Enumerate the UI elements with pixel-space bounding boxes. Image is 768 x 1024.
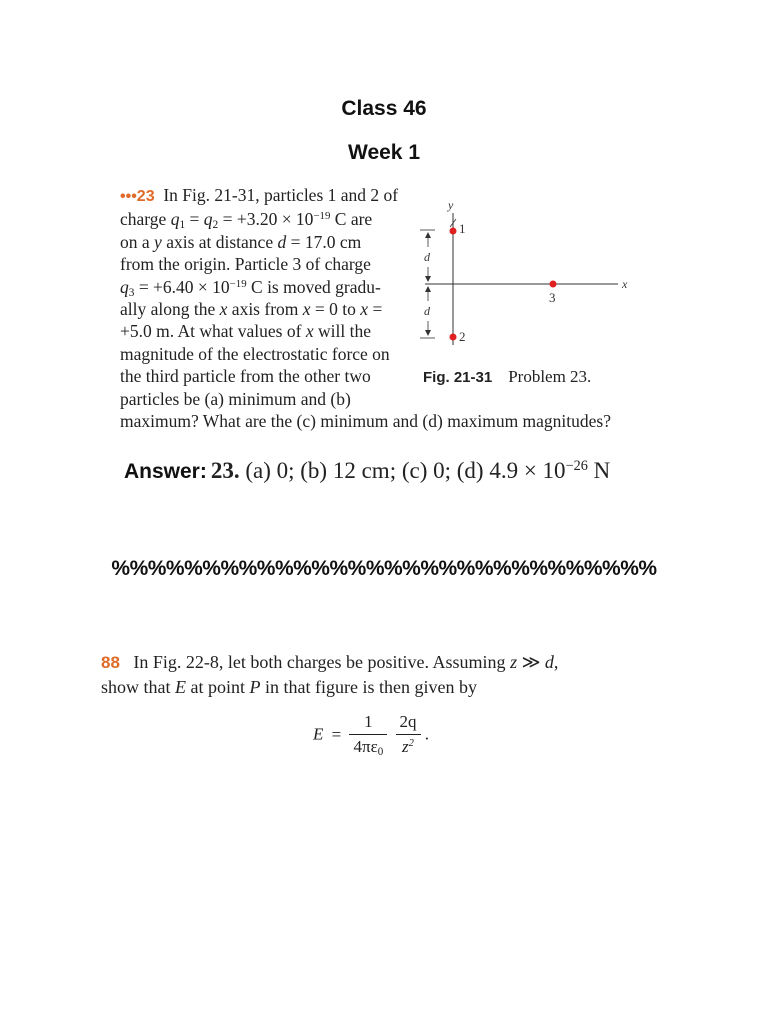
text-run: will the [313,321,371,342]
problem-23-line-10 [120,388,611,410]
text-run: C is moved gradu- [246,276,381,297]
superscript: −19 [229,277,247,290]
den-text: z [402,737,409,756]
text-run: = [185,209,204,230]
distance-label-lower: d [424,304,430,318]
distance-label-upper: d [424,250,430,264]
caption-label: Fig. 21-31 [423,369,493,386]
equation-equals: = [331,724,342,744]
var-d: d [277,231,287,252]
separator-line: %%%%%%%%%%%%%%%%%%%%%%%%%%%%%% [111,557,657,580]
var-d: d [544,652,554,672]
text-run: = 0 to [310,299,361,320]
answer-unit: N [587,458,611,483]
problem-88-line-2 [101,675,558,700]
dim-arrow-up [425,232,431,238]
particle-2-label: 2 [459,329,466,344]
fraction-2 [396,712,421,757]
var-z: z [510,652,518,672]
fraction-2-numerator [396,712,421,734]
fraction-1-denominator [349,734,387,757]
answer-row [124,458,610,484]
problem-23-number: •••23 [120,188,155,205]
text-run: charge [120,209,171,230]
answer-text [211,458,610,483]
var-x: x [219,299,228,320]
den-text: 4πε [353,737,378,756]
text-run: particles be (a) minimum and (b) [120,388,351,409]
particle-1-label: 1 [459,221,466,236]
answer-exponent: −26 [565,458,588,475]
text-run: ≫ [517,652,545,672]
text-run: the third particle from the other two [120,366,371,387]
particle-1 [450,228,457,235]
var-q: q [170,209,180,230]
subscript: 0 [377,745,384,758]
text-run: = +3.20 × 10 [218,209,314,230]
text-run: = [368,299,383,320]
fraction-1-numerator: 1 [364,712,373,731]
equation-period: . [424,724,429,744]
text-run: C are [330,209,373,230]
caption-text: Problem 23. [508,367,592,386]
problem-23-line-11 [120,410,611,432]
superscript: −19 [313,210,331,223]
text-run: on a [120,231,155,252]
text-run: magnitude of the electrostatic force on [120,343,390,364]
text-run: at point [186,677,250,697]
figure-caption [423,367,591,387]
text-run: ally along the [120,299,220,320]
var-q: q [120,276,129,297]
dim-arrow-up-lower [425,286,431,292]
x-axis-label: x [622,277,628,291]
text-run: = 17.0 cm [286,231,362,252]
superscript: 2 [408,738,414,750]
text-run: axis from [227,299,303,320]
subscript: 2 [212,219,219,232]
subscript: 1 [179,219,186,232]
var-x: x [305,321,314,342]
text-run: show that [101,677,175,697]
problem-88-line-1 [101,650,558,675]
text-run: = +6.40 × 10 [134,276,230,297]
equation-E-field [313,712,429,757]
problem-88-text [101,650,558,700]
text-run: , [553,652,559,672]
text-run: In Fig. 21-31, particles 1 and 2 of [163,185,399,205]
dim-arrow-down-lower [425,330,431,336]
text-run: maximum? What are the (c) minimum and (d) maximum magnitudes? [120,411,611,432]
class-title: Class 46 [341,97,427,120]
var-q: q [203,209,213,230]
y-axis-label: y [448,198,454,212]
particle-2 [450,334,457,341]
week-title: Week 1 [348,141,420,164]
answer-label: Answer: [124,460,207,483]
problem-88-number: 88 [101,653,120,672]
text-run: In Fig. 22-8, let both charges be positive. Assuming [133,652,511,672]
equation-lhs: E [313,724,324,744]
fraction-1 [349,712,387,757]
dim-arrow-down [425,276,431,282]
subscript: 3 [128,286,135,299]
text-run: from the origin. Particle 3 of charge [120,254,371,275]
figure-21-31 [410,195,640,355]
answer-number: 23. [210,458,240,483]
var-P: P [249,677,261,697]
var-y: y [154,231,162,252]
particle-3-label: 3 [549,290,556,305]
text-run: +5.0 m. At what values of [120,321,306,342]
text-run: in that figure is then given by [260,677,477,697]
answer-main: (a) 0; (b) 12 cm; (c) 0; (d) 4.9 × 10 [239,458,566,483]
fraction-2-denominator [396,734,421,757]
particle-3 [550,281,557,288]
var-E: E [175,677,186,697]
var-x: x [302,299,311,320]
var-x: x [360,299,369,320]
text-run: axis at distance [161,231,278,252]
num-text: 2q [399,712,417,731]
